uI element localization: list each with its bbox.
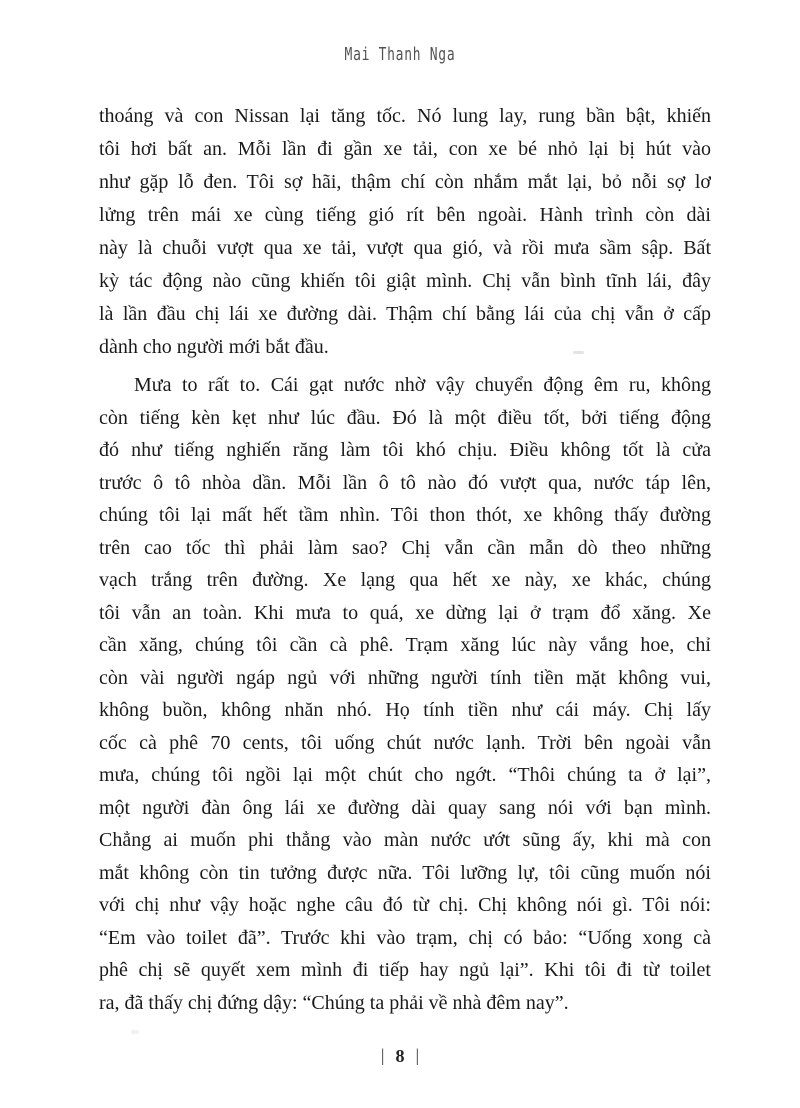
author-name: Mai Thanh Nga — [344, 44, 456, 65]
text-line: còn vài người ngáp ngủ với những người tính tiền mặt không vui, — [99, 666, 711, 689]
text-line: với chị như vậy hoặc nghe câu đó từ chị. Chị không nói gì. Tôi nói: — [99, 894, 711, 916]
text-line: một người đàn ông lái xe đường dài quay sang nói với bạn mình. — [99, 796, 711, 819]
text-line: lửng trên mái xe cùng tiếng gió rít bên ngoài. Hành trình còn dài — [99, 204, 711, 226]
text-line: Chẳng ai muốn phi thẳng vào màn nước ướt sũng ấy, khi mà con — [99, 829, 711, 851]
footer-bar-right: | — [415, 1045, 420, 1065]
scan-speck — [573, 351, 584, 354]
text-line: mắt không còn tin tưởng được nữa. Tôi lưỡng lự, tôi cũng muốn nói — [99, 861, 711, 884]
text-line: là lần đầu chị lái xe đường dài. Thậm chí bằng lái của chị vẫn ở cấp — [99, 303, 711, 325]
text-line: thoáng và con Nissan lại tăng tốc. Nó lung lay, rung bần bật, khiến — [99, 105, 711, 127]
paragraph — [99, 369, 711, 1019]
text-line: tôi vẫn an toàn. Khi mưa to quá, xe dừng lại ở trạm đổ xăng. Xe — [99, 601, 711, 624]
text-line: trên cao tốc thì phải làm sao? Chị vẫn cần mẫn dò theo những — [99, 536, 711, 559]
text-line: như gặp lỗ đen. Tôi sợ hãi, thậm chí còn nhắm mắt lại, bỏ nỗi sợ lơ — [99, 171, 711, 193]
text-line: vạch trắng trên đường. Xe lạng qua hết xe này, xe khác, chúng — [99, 569, 711, 591]
text-line: này là chuỗi vượt qua xe tải, vượt qua gió, và rồi mưa sầm sập. Bất — [99, 237, 711, 259]
page-number: 8 — [395, 1046, 405, 1066]
page-footer — [0, 1046, 800, 1067]
footer-bar-left: | — [380, 1045, 385, 1065]
text-line: cần xăng, chúng tôi cần cà phê. Trạm xăng lúc này vắng hoe, chỉ — [99, 634, 711, 656]
text-line: còn tiếng kèn kẹt như lúc đầu. Đó là một điều tốt, bởi tiếng động — [99, 406, 711, 429]
text-line: trước ô tô nhòa dần. Mỗi lần ô tô nào đó vượt qua, nước táp lên, — [99, 471, 711, 494]
text-line: không buồn, không nhăn nhó. Họ tính tiền như cái máy. Chị lấy — [99, 699, 711, 721]
text-line: dành cho người mới bắt đầu. — [99, 336, 329, 358]
text-line: ra, đã thấy chị đứng dậy: “Chúng ta phải về nhà đêm nay”. — [99, 991, 569, 1014]
text-line: kỳ tác động nào cũng khiến tôi giật mình. Chị vẫn bình tĩnh lái, đây — [99, 270, 711, 292]
scan-speck — [131, 1030, 139, 1034]
text-line: “Em vào toilet đã”. Trước khi vào trạm, chị có bảo: “Uống xong cà — [99, 926, 711, 949]
page-body — [99, 100, 711, 1019]
text-line: chúng tôi lại mất hết tầm nhìn. Tôi thon thót, xe không thấy đường — [99, 504, 711, 526]
text-line: phê chị sẽ quyết xem mình đi tiếp hay ngủ lại”. Khi tôi đi từ toilet — [99, 959, 711, 981]
text-line: cốc cà phê 70 cents, tôi uống chút nước lạnh. Trời bên ngoài vẫn — [99, 731, 711, 754]
text-line: mưa, chúng tôi ngồi lại một chút cho ngớt. “Thôi chúng ta ở lại”, — [99, 764, 711, 786]
paragraph — [99, 100, 711, 364]
text-line: đó như tiếng nghiến răng làm tôi khó chịu. Điều không tốt là cửa — [99, 439, 711, 461]
text-line: tôi hơi bất an. Mỗi lần đi gần xe tải, con xe bé nhỏ lại bị hút vào — [99, 138, 711, 160]
running-header — [0, 44, 800, 65]
text-line: Mưa to rất to. Cái gạt nước nhờ vậy chuyển động êm ru, không — [134, 374, 711, 396]
